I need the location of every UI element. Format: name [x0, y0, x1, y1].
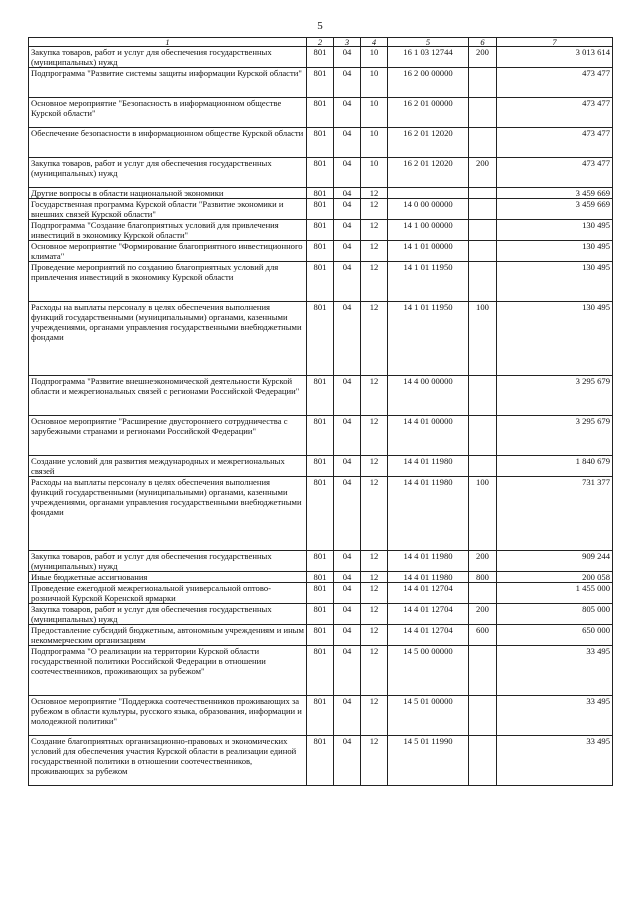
row-name: Основное мероприятие "Расширение двустороннего сотрудничества с зарубежными странами и регионами Российской Федерации"	[29, 416, 307, 456]
table-row	[29, 262, 613, 302]
amount: 3 459 669	[497, 188, 613, 199]
admin-code: 801	[307, 625, 334, 646]
target-article-code: 14 5 01 00000	[388, 696, 469, 736]
subsection-code: 12	[361, 646, 388, 696]
expense-type-code	[469, 696, 497, 736]
row-name: Государственная программа Курской области "Развитие экономики и внешних связей Курской области"	[29, 199, 307, 220]
expense-type-code: 100	[469, 302, 497, 376]
section-code: 04	[334, 376, 361, 416]
expense-type-code	[469, 583, 497, 604]
row-name: Подпрограмма "Развитие системы защиты информации Курской области"	[29, 68, 307, 98]
section-code: 04	[334, 262, 361, 302]
subsection-code: 12	[361, 583, 388, 604]
table-row	[29, 188, 613, 199]
row-name: Расходы на выплаты персоналу в целях обеспечения выполнения функций государственными (муниципальными) органами, казенными учреждениями, органами управления государственными внебюджетными фондами	[29, 302, 307, 376]
table-row	[29, 68, 613, 98]
target-article-code: 14 4 01 11980	[388, 456, 469, 477]
section-code: 04	[334, 68, 361, 98]
subsection-code: 12	[361, 696, 388, 736]
section-code: 04	[334, 47, 361, 68]
admin-code: 801	[307, 551, 334, 572]
subsection-code: 12	[361, 220, 388, 241]
expense-type-code: 600	[469, 625, 497, 646]
table-row	[29, 456, 613, 477]
target-article-code: 14 4 01 11980	[388, 572, 469, 583]
subsection-code: 12	[361, 416, 388, 456]
subsection-code: 10	[361, 98, 388, 128]
row-name: Основное мероприятие "Поддержка соотечественников проживающих за рубежом в области культуры, русского языка, образования, информации и молодежной политики"	[29, 696, 307, 736]
table-row	[29, 696, 613, 736]
admin-code: 801	[307, 220, 334, 241]
amount: 33 495	[497, 646, 613, 696]
subsection-code: 12	[361, 376, 388, 416]
section-code: 04	[334, 199, 361, 220]
admin-code: 801	[307, 477, 334, 551]
header-cell: 4	[361, 38, 388, 47]
section-code: 04	[334, 477, 361, 551]
subsection-code: 12	[361, 736, 388, 786]
expense-type-code: 800	[469, 572, 497, 583]
row-name: Обеспечение безопасности в информационном обществе Курской области	[29, 128, 307, 158]
amount: 650 000	[497, 625, 613, 646]
amount: 130 495	[497, 262, 613, 302]
expense-type-code	[469, 220, 497, 241]
target-article-code: 14 4 01 11980	[388, 477, 469, 551]
admin-code: 801	[307, 456, 334, 477]
target-article-code: 14 5 01 11990	[388, 736, 469, 786]
target-article-code: 14 4 01 00000	[388, 416, 469, 456]
expense-type-code	[469, 98, 497, 128]
table-row	[29, 477, 613, 551]
table-row	[29, 572, 613, 583]
table-row	[29, 302, 613, 376]
table-row	[29, 376, 613, 416]
target-article-code: 14 1 01 11950	[388, 302, 469, 376]
section-code: 04	[334, 416, 361, 456]
subsection-code: 12	[361, 199, 388, 220]
amount: 473 477	[497, 158, 613, 188]
target-article-code: 14 1 01 00000	[388, 241, 469, 262]
row-name: Расходы на выплаты персоналу в целях обеспечения выполнения функций государственными (муниципальными) органами, казенными учреждениями, органами управления государственными внебюджетными фондами	[29, 477, 307, 551]
subsection-code: 12	[361, 551, 388, 572]
target-article-code: 16 2 01 12020	[388, 158, 469, 188]
header-cell: 6	[469, 38, 497, 47]
row-name: Подпрограмма "Развитие внешнеэкономической деятельности Курской области и межрегиональных связей с регионами Российской Федерации"	[29, 376, 307, 416]
admin-code: 801	[307, 158, 334, 188]
table-row	[29, 583, 613, 604]
section-code: 04	[334, 646, 361, 696]
target-article-code: 16 2 01 00000	[388, 98, 469, 128]
header-cell: 2	[307, 38, 334, 47]
section-code: 04	[334, 188, 361, 199]
admin-code: 801	[307, 98, 334, 128]
amount: 3 013 614	[497, 47, 613, 68]
section-code: 04	[334, 302, 361, 376]
amount: 130 495	[497, 220, 613, 241]
target-article-code: 14 0 00 00000	[388, 199, 469, 220]
table-row	[29, 604, 613, 625]
section-code: 04	[334, 583, 361, 604]
section-code: 04	[334, 158, 361, 188]
expense-type-code	[469, 456, 497, 477]
section-code: 04	[334, 572, 361, 583]
table-row	[29, 220, 613, 241]
amount: 3 295 679	[497, 416, 613, 456]
subsection-code: 12	[361, 604, 388, 625]
subsection-code: 12	[361, 625, 388, 646]
target-article-code: 14 5 00 00000	[388, 646, 469, 696]
admin-code: 801	[307, 376, 334, 416]
amount: 909 244	[497, 551, 613, 572]
expense-type-code	[469, 68, 497, 98]
section-code: 04	[334, 456, 361, 477]
row-name: Другие вопросы в области национальной экономики	[29, 188, 307, 199]
section-code: 04	[334, 736, 361, 786]
admin-code: 801	[307, 583, 334, 604]
subsection-code: 12	[361, 572, 388, 583]
amount: 473 477	[497, 68, 613, 98]
target-article-code: 16 2 01 12020	[388, 128, 469, 158]
row-name: Подпрограмма "О реализации на территории Курской области государственной политики Российской Федерации в отношении соотечественников, проживающих за рубежом"	[29, 646, 307, 696]
subsection-code: 12	[361, 241, 388, 262]
expense-type-code	[469, 736, 497, 786]
subsection-code: 12	[361, 302, 388, 376]
page-number: 5	[317, 20, 323, 32]
table-row	[29, 736, 613, 786]
header-cell: 3	[334, 38, 361, 47]
table-row	[29, 416, 613, 456]
admin-code: 801	[307, 188, 334, 199]
table-row	[29, 128, 613, 158]
subsection-code: 12	[361, 477, 388, 551]
admin-code: 801	[307, 736, 334, 786]
subsection-code: 10	[361, 158, 388, 188]
row-name: Закупка товаров, работ и услуг для обеспечения государственных (муниципальных) нужд	[29, 47, 307, 68]
admin-code: 801	[307, 128, 334, 158]
amount: 1 455 000	[497, 583, 613, 604]
table-row	[29, 625, 613, 646]
amount: 3 295 679	[497, 376, 613, 416]
target-article-code: 14 4 01 12704	[388, 625, 469, 646]
amount: 805 000	[497, 604, 613, 625]
amount: 130 495	[497, 302, 613, 376]
expense-type-code: 100	[469, 477, 497, 551]
amount: 473 477	[497, 98, 613, 128]
subsection-code: 12	[361, 456, 388, 477]
admin-code: 801	[307, 646, 334, 696]
expense-type-code: 200	[469, 551, 497, 572]
row-name: Проведение ежегодной межрегиональной универсальной оптово-розничной Курской Коренской ярмарки	[29, 583, 307, 604]
expense-type-code	[469, 128, 497, 158]
expense-type-code	[469, 262, 497, 302]
amount: 33 495	[497, 736, 613, 786]
target-article-code: 14 4 01 11980	[388, 551, 469, 572]
table-row	[29, 47, 613, 68]
admin-code: 801	[307, 47, 334, 68]
admin-code: 801	[307, 262, 334, 302]
expense-type-code	[469, 376, 497, 416]
table-row	[29, 646, 613, 696]
target-article-code	[388, 188, 469, 199]
section-code: 04	[334, 98, 361, 128]
target-article-code: 14 1 00 00000	[388, 220, 469, 241]
target-article-code: 16 2 00 00000	[388, 68, 469, 98]
row-name: Основное мероприятие "Формирование благоприятного инвестиционного климата"	[29, 241, 307, 262]
amount: 473 477	[497, 128, 613, 158]
header-cell: 1	[29, 38, 307, 47]
row-name: Подпрограмма "Создание благоприятных условий для привлечения инвестиций в экономику Курской области"	[29, 220, 307, 241]
admin-code: 801	[307, 302, 334, 376]
row-name: Проведение мероприятий по созданию благоприятных условий для привлечения инвестиций в экономику Курской области	[29, 262, 307, 302]
section-code: 04	[334, 128, 361, 158]
expense-type-code: 200	[469, 158, 497, 188]
row-name: Создание благоприятных организационно-правовых и экономических условий для обеспечения участия Курской области в реализации единой государственной политики в отношении соотечественников, проживающих за рубежом	[29, 736, 307, 786]
header-cell: 5	[388, 38, 469, 47]
expense-type-code: 200	[469, 604, 497, 625]
amount: 3 459 669	[497, 199, 613, 220]
section-code: 04	[334, 241, 361, 262]
row-name: Предоставление субсидий бюджетным, автономным учреждениям и иным некоммерческим организациям	[29, 625, 307, 646]
section-code: 04	[334, 696, 361, 736]
admin-code: 801	[307, 696, 334, 736]
target-article-code: 14 1 01 11950	[388, 262, 469, 302]
header-cell: 7	[497, 38, 613, 47]
amount: 1 840 679	[497, 456, 613, 477]
admin-code: 801	[307, 68, 334, 98]
subsection-code: 12	[361, 262, 388, 302]
row-name: Закупка товаров, работ и услуг для обеспечения государственных (муниципальных) нужд	[29, 158, 307, 188]
expense-type-code	[469, 416, 497, 456]
admin-code: 801	[307, 572, 334, 583]
section-code: 04	[334, 625, 361, 646]
row-name: Закупка товаров, работ и услуг для обеспечения государственных (муниципальных) нужд	[29, 551, 307, 572]
expense-type-code	[469, 241, 497, 262]
expense-type-code	[469, 646, 497, 696]
table-row	[29, 551, 613, 572]
row-name: Закупка товаров, работ и услуг для обеспечения государственных (муниципальных) нужд	[29, 604, 307, 625]
table-row	[29, 241, 613, 262]
admin-code: 801	[307, 241, 334, 262]
expense-type-code: 200	[469, 47, 497, 68]
target-article-code: 14 4 01 12704	[388, 583, 469, 604]
amount: 130 495	[497, 241, 613, 262]
table-row	[29, 98, 613, 128]
section-code: 04	[334, 604, 361, 625]
amount: 731 377	[497, 477, 613, 551]
admin-code: 801	[307, 604, 334, 625]
subsection-code: 10	[361, 128, 388, 158]
row-name: Основное мероприятие "Безопасность в информационном обществе Курской области"	[29, 98, 307, 128]
subsection-code: 10	[361, 47, 388, 68]
target-article-code: 14 4 01 12704	[388, 604, 469, 625]
section-code: 04	[334, 551, 361, 572]
row-name: Иные бюджетные ассигнования	[29, 572, 307, 583]
subsection-code: 10	[361, 68, 388, 98]
table-row	[29, 158, 613, 188]
expense-type-code	[469, 188, 497, 199]
amount: 200 058	[497, 572, 613, 583]
table-header-row	[29, 38, 613, 47]
budget-table	[28, 37, 613, 786]
table-row	[29, 199, 613, 220]
section-code: 04	[334, 220, 361, 241]
admin-code: 801	[307, 199, 334, 220]
admin-code: 801	[307, 416, 334, 456]
target-article-code: 16 1 03 12744	[388, 47, 469, 68]
target-article-code: 14 4 00 00000	[388, 376, 469, 416]
subsection-code: 12	[361, 188, 388, 199]
expense-type-code	[469, 199, 497, 220]
amount: 33 495	[497, 696, 613, 736]
row-name: Создание условий для развития международных и межрегиональных связей	[29, 456, 307, 477]
